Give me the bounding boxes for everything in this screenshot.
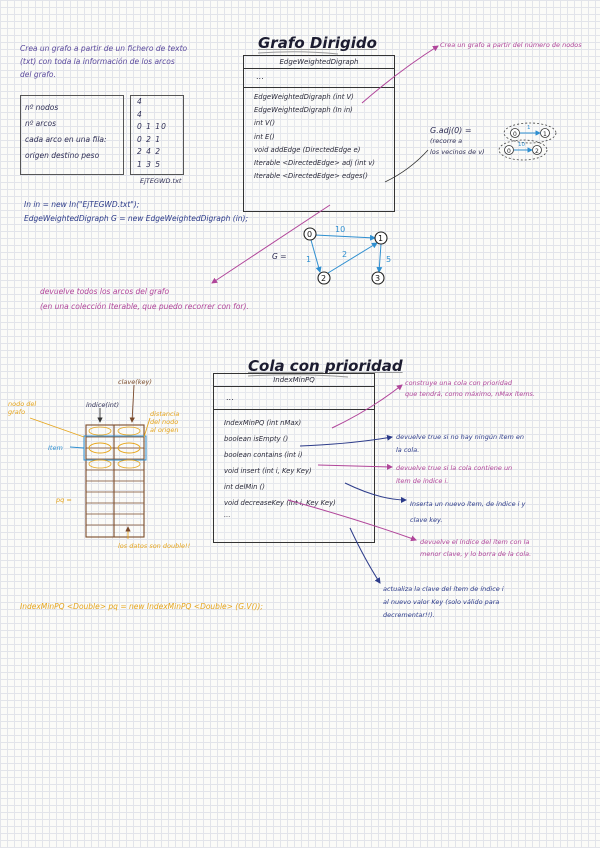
graph-edge-2-1 — [328, 243, 377, 273]
file-value: 2 4 2 — [137, 147, 162, 156]
label-distancia: distancia del nodo al origen — [150, 410, 180, 434]
graph-node-label: 0 — [307, 230, 313, 239]
arrow-adj-note — [385, 150, 428, 182]
file-value: 0 2 1 — [137, 134, 162, 144]
method-edges: Iterable <DirectedEdge> edges() — [254, 172, 368, 181]
method-insert: void insert (int i, Key Key) — [224, 467, 312, 475]
note-insert: Inserta un nuevo ítem, de índice i y clave key. — [410, 500, 526, 524]
label-item: Item — [48, 444, 63, 452]
method-e: int E() — [254, 132, 275, 141]
pq-item-cell — [89, 460, 111, 468]
mini-node-label: 0 — [507, 148, 511, 155]
graph-weight-label: 2 — [342, 250, 348, 259]
arrow-note-del-min — [288, 500, 416, 540]
mini-weight-label: 10 — [518, 142, 525, 148]
graph-intro-text: Crea un grafo a partir de un fichero de texto (txt) con toda la información de los arcos del grafo. — [20, 44, 188, 79]
note-adj: G.adj(0) = (recorre a los vecinos de v) — [430, 126, 485, 156]
file-value: 0 1 10 — [137, 122, 167, 131]
pq-item-cell — [118, 427, 140, 435]
mini-node-label: 1 — [543, 131, 547, 138]
mini-weight-label: 1 — [527, 125, 531, 131]
note-is-empty: devuelve true si no hay ningún ítem en la cola. — [396, 433, 524, 454]
note-contains: devuelve true si la cola contiene un ítem de índice i. — [396, 464, 513, 485]
method-v: int V() — [254, 119, 275, 128]
method-contains: boolean contains (int i) — [224, 451, 303, 459]
file-label: origen destino peso — [25, 151, 100, 160]
graph-weight-label: 5 — [386, 255, 392, 264]
file-label: cada arco en una fila: — [25, 135, 107, 144]
label-nodo: nodo del grafo — [8, 400, 37, 416]
arrow-nodo — [30, 418, 84, 437]
graph-node-label: 3 — [375, 274, 381, 283]
note-constructor: Crea un grafo a partir del número de nodos — [440, 41, 582, 49]
label-doubles: los datos son double!! — [118, 542, 191, 550]
file-label: nº nodos — [25, 103, 59, 112]
arrow-constructor-note — [362, 46, 438, 103]
label-clave: clave(key) — [118, 378, 152, 386]
graph-title-underline — [258, 52, 338, 54]
arrow-note-constructor — [332, 385, 402, 428]
pq-item-cell — [89, 427, 111, 435]
method-decrease-key: void decreaseKey (int i, Key Key) — [224, 499, 336, 507]
note-del-min: devuelve el índice del ítem con la menor clave, y lo borra de la cola. — [420, 538, 532, 558]
class-fields: ... — [244, 69, 394, 88]
arrow-item — [70, 447, 84, 448]
note-edges: devuelve todos los arcos del grafo (en una colección Iterable, que puedo recorrer con for). — [40, 287, 249, 311]
label-pq: pq = — [56, 496, 72, 504]
graph-edge-0-2 — [311, 240, 320, 272]
method-constructor-v: EdgeWeightedDigraph (int V) — [254, 93, 354, 101]
arrow-note-contains — [318, 465, 392, 467]
mini-node-label: 2 — [535, 148, 539, 155]
graph-weight-label: 10 — [335, 225, 346, 234]
label-indice: índice(int) — [86, 401, 119, 409]
arrow-note-is-empty — [300, 437, 392, 446]
note-pq-constructor: construye una cola con prioridad que tendrá, como máximo, nMax ítems. — [405, 379, 535, 398]
file-value: 4 — [137, 97, 143, 106]
graph-node-label: 1 — [378, 234, 384, 243]
note-decrease-key: actualiza la clave del ítem de índice i al nuevo valor Key (solo válido para decrementar!!). — [383, 585, 504, 619]
file-value: 1 3 5 — [137, 159, 162, 169]
class-name: IndexMinPQ — [214, 374, 374, 387]
method-constructor: IndexMinPQ (int nMax) — [224, 419, 302, 427]
file-label: nº arcos — [25, 119, 56, 128]
arrow-note-insert — [345, 483, 406, 500]
class-name: EdgeWeightedDigraph — [244, 56, 394, 69]
pq-section-title: Cola con prioridad — [248, 357, 403, 375]
method-del-min: int delMin () — [224, 483, 265, 491]
graph-label: G = — [272, 252, 287, 261]
arrow-clave — [132, 385, 134, 422]
method-add-edge: void addEdge (DirectedEdge e) — [254, 145, 361, 154]
mini-node-label: 0 — [513, 131, 517, 138]
pq-title-underline — [248, 375, 348, 377]
graph-edge-0-1 — [315, 235, 375, 238]
graph-code: In in = new In("EjTEGWD.txt"); EdgeWeightedDigraph G = new EdgeWeightedDigraph (in); — [24, 200, 248, 223]
graph-edge-1-3 — [379, 244, 381, 272]
class-fields: ... — [214, 387, 374, 410]
file-name: EjTEGWD.txt — [140, 177, 182, 185]
method-adj: Iterable <DirectedEdge> adj (int v) — [254, 159, 375, 168]
method-more: ... — [224, 511, 231, 519]
pq-item-cell — [118, 460, 140, 468]
arrow-distancia — [144, 418, 150, 437]
method-is-empty: boolean isEmpty () — [224, 435, 289, 443]
graph-section-title: Grafo Dirigido — [258, 34, 377, 52]
arrow-note-decrease-key — [350, 528, 380, 583]
method-constructor-in: EdgeWeightedDigraph (In in) — [254, 106, 353, 115]
graph-node-label: 2 — [321, 274, 327, 283]
pq-code: IndexMinPQ <Double> pq = new IndexMinPQ <Double> (G.V()); — [20, 602, 263, 611]
graph-weight-label: 1 — [306, 255, 312, 264]
file-value: 4 — [137, 109, 143, 119]
